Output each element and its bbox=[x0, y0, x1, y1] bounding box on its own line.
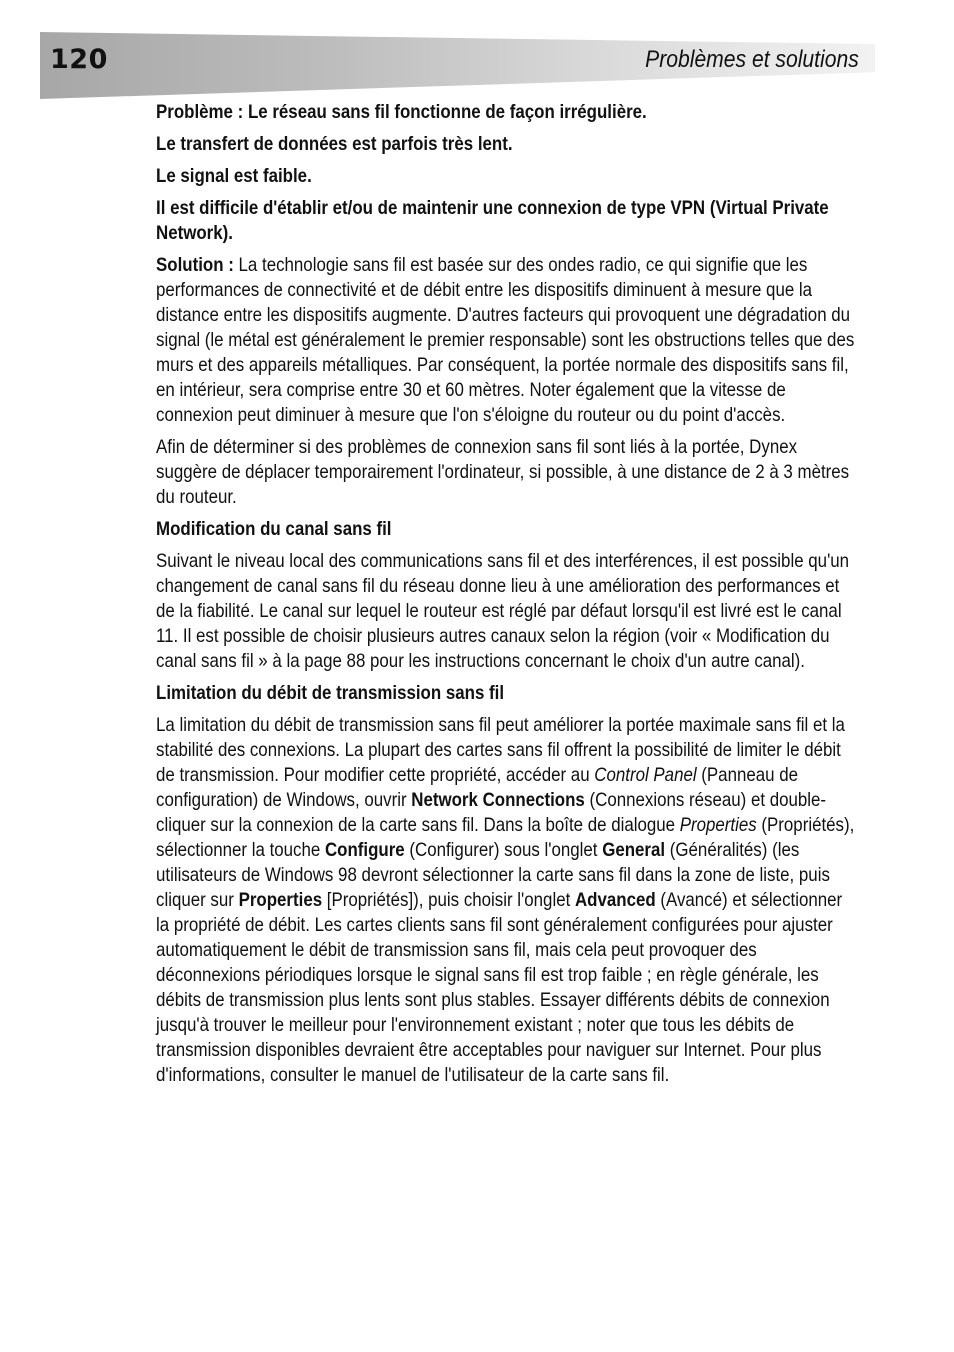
channel-heading: Modification du canal sans fil bbox=[156, 519, 392, 540]
problem-heading-line-4: Il est difficile d'établir et/ou de maintenir une connexion de type VPN (Virtual Private Network). bbox=[156, 198, 829, 244]
rate-limit-heading: Limitation du débit de transmission sans fil bbox=[156, 683, 505, 704]
general-term: General bbox=[602, 840, 666, 861]
rate-text-7: [Propriétés]), puis choisir l'onglet bbox=[322, 890, 575, 911]
rate-text-1: La limitation du débit de transmission sans fil peut améliorer la portée maximale sans fil et la stabilité des connexions. La plupart des cartes sans fil offrent la possibilité de limiter le débit de transmission. Pour modifier cette propriété, accéder au bbox=[156, 715, 845, 786]
rate-limit-paragraph bbox=[156, 713, 857, 1088]
properties-term-italic: Properties bbox=[679, 815, 757, 836]
range-test-paragraph: Afin de déterminer si des problèmes de connexion sans fil sont liés à la portée, Dynex suggère de déplacer temporairement l'ordinateur, si possible, à une distance de 2 à 3 mètres du routeur. bbox=[156, 437, 850, 508]
rate-text-6: (Généralités) (les utilisateurs de Windows 98 devront sélectionner la carte sans fil dans la zone de liste, puis cliquer sur bbox=[156, 840, 830, 911]
running-title: Problèmes et solutions bbox=[645, 46, 859, 73]
rate-text-3: (Connexions réseau) et double-cliquer sur la connexion de la carte sans fil. Dans la boîte de dialogue bbox=[156, 790, 827, 836]
problem-heading-line-1: Problème : Le réseau sans fil fonctionne de façon irrégulière. bbox=[156, 102, 647, 123]
advanced-term: Advanced bbox=[574, 890, 656, 911]
control-panel-term: Control Panel bbox=[594, 765, 697, 786]
rate-text-2: (Panneau de configuration) de Windows, ouvrir bbox=[156, 765, 799, 811]
problem-heading-line-2: Le transfert de données est parfois très lent. bbox=[156, 134, 513, 155]
page-content bbox=[156, 100, 857, 1095]
channel-paragraph: Suivant le niveau local des communications sans fil et des interférences, il est possible qu'un changement de canal sans fil du réseau donne lieu à une amélioration des performances et de la fiabilité. Le canal sur lequel le routeur est réglé par défaut lorsqu'il est livré est le canal 11. Il est possible de choisir plusieurs autres canaux selon la région (voir « Modification du canal sans fil » à la page 88 pour les instructions concernant le choix d'un autre canal). bbox=[156, 551, 850, 672]
network-connections-term: Network Connections bbox=[411, 790, 585, 811]
rate-text-5: (Configurer) sous l'onglet bbox=[404, 840, 603, 861]
solution-paragraph bbox=[156, 253, 857, 428]
properties-term-bold: Properties bbox=[238, 890, 323, 911]
solution-label: Solution : bbox=[156, 255, 234, 276]
page-number: 120 bbox=[50, 44, 108, 75]
rate-text-8: (Avancé) et sélectionner la propriété de débit. Les cartes clients sans fil sont généralement configurées pour ajuster automatiquement le débit de transmission sans fil, mais cela peut provoquer des déconnexions périodiques lorsque le signal sans fil est trop faible ; en règle générale, les débits de transmission plus lents sont plus stables. Essayer différents débits de connexion jusqu'à trouver le meilleur pour l'environnement existant ; noter que tous les débits de transmission disponibles devraient être acceptables pour naviguer sur Internet. Pour plus d'informations, consulter le manuel de l'utilisateur de la carte sans fil. bbox=[156, 890, 843, 1086]
configure-term: Configure bbox=[324, 840, 405, 861]
solution-text: La technologie sans fil est basée sur des ondes radio, ce qui signifie que les performances de connectivité et de débit entre les dispositifs diminuent à mesure que la distance entre les dispositifs augmente. D'autres facteurs qui provoquent une dégradation du signal (le métal est généralement le premier responsable) sont les obstructions telles que des murs et des appareils métalliques. Par conséquent, la portée normale des dispositifs sans fil, en intérieur, sera comprise entre 30 et 60 mètres. Noter également que la vitesse de connexion peut diminuer à mesure que l'on s'éloigne du routeur ou du point d'accès. bbox=[156, 255, 855, 426]
rate-text-4: (Propriétés), sélectionner la touche bbox=[156, 815, 855, 861]
problem-heading-line-3: Le signal est faible. bbox=[156, 166, 312, 187]
